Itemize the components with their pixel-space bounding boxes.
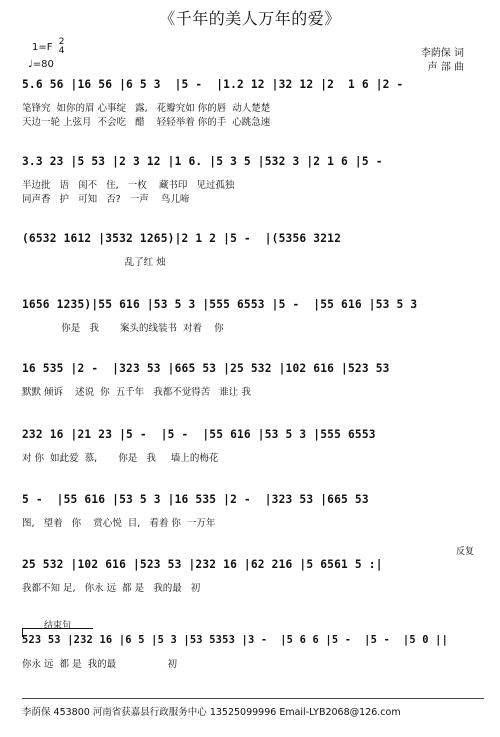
- notation-line: (6532 1612 |3532 1265)|2 1 2 |5 - |(5356 3212: [22, 232, 342, 245]
- notation-line: 5.6 56 |16 56 |6 5 3 |5 - |1.2 12 |32 12 |2 1 6 |2 -: [22, 78, 404, 91]
- lyrics-verse-1: 我都不知 足, 你永 远 都 是 我的最 初: [22, 583, 201, 594]
- notation-line: 523 53 |232 16 |6 5 |5 3 |53 5353 |3 - |5 6 6 |5 - |5 - |5 0 ||: [22, 634, 449, 646]
- lyrics-verse-1: 你是 我 案头的线装书 对着 你: [22, 323, 224, 334]
- lyrics-verse-1: 图, 望着 你 赏心悦 目, 看着 你 一万年: [22, 518, 216, 529]
- tempo-marking: ♩=80: [28, 59, 54, 70]
- notation-line: 16 535 |2 - |323 53 |665 53 |25 532 |102 616 |523 53: [22, 362, 390, 375]
- score-title: 《千年的美人万年的爱》: [159, 9, 341, 28]
- notation-line: 1656 1235)|55 616 |53 5 3 |555 6553 |5 - |55 616 |53 5 3: [22, 298, 418, 311]
- time-signature-top: 2: [58, 37, 65, 47]
- notation-line: 25 532 |102 616 |523 53 |232 16 |62 216 |5 6561 5 :|: [22, 558, 383, 571]
- notation-line: 5 - |55 616 |53 5 3 |16 535 |2 - |323 53 |665 53: [22, 493, 369, 506]
- ending-marking: 结束句: [44, 621, 72, 631]
- footer-divider: [22, 698, 484, 699]
- lyricist-credit: 李荫保 词: [420, 48, 464, 59]
- lyrics-verse-1: 半边批 语 闺不 住, 一枚 藏书印 见过孤独: [22, 180, 235, 191]
- time-signature-bottom: 4: [58, 46, 65, 56]
- lyrics-verse-2: 同声香 护 可知 否? 一声 鸟儿啼: [22, 194, 190, 205]
- key-label: 1=F: [32, 42, 53, 53]
- composer-credit: 声 部 曲: [427, 62, 464, 73]
- lyrics-verse-1: 乱了红 烛: [22, 257, 166, 268]
- lyrics-verse-1: 对 你 如此爱 慕, 你是 我 墙上的梅花: [22, 453, 219, 464]
- footer-contact: 李荫保 453800 河南省获嘉县行政服务中心 13525099996 Email-LYB2068@126.com: [22, 707, 401, 718]
- key-signature: [32, 38, 64, 56]
- notation-line: 232 16 |21 23 |5 - |5 - |55 616 |53 5 3 |555 6553: [22, 428, 376, 441]
- repeat-marking: 反复: [456, 547, 475, 557]
- time-signature: [59, 38, 65, 56]
- lyrics-verse-2: 天边一轮 上弦月 不会吃 醋 轻轻举着 你的手 心跳急速: [22, 117, 271, 128]
- notation-line: 3.3 23 |5 53 |2 3 12 |1 6. |5 3 5 |532 3 |2 1 6 |5 -: [22, 155, 383, 168]
- lyrics-verse-1: 默默 倾诉 述说 你 五千年 我都不觉得苦 谁让 我: [22, 387, 251, 398]
- lyrics-verse-1: 你永 远 都 是 我的最 初: [22, 659, 177, 670]
- lyrics-verse-1: 笔锋究 如你的眉 心事绽 露, 花瓣究如 你的唇 动人楚楚: [22, 103, 271, 114]
